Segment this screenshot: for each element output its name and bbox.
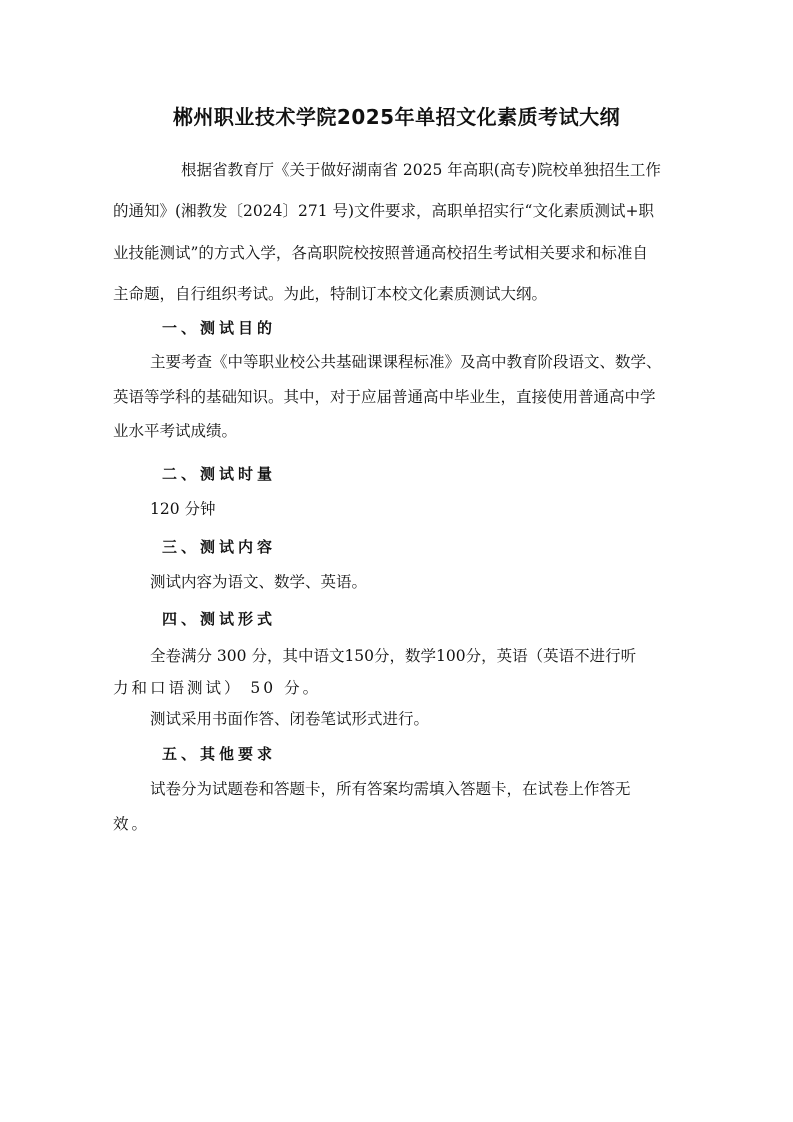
section-heading-other: 五、其他要求 (162, 745, 277, 763)
other-line-1: 试卷分为试题卷和答题卡，所有答案均需填入答题卡，在试卷上作答无 (150, 780, 631, 798)
document-title: 郴州职业技术学院2025年单招文化素质考试大纲 (172, 105, 621, 129)
intro-line-2: 的通知》(湘教发〔2024〕271 号)文件要求，高职单招实行“文化素质测试+职 (113, 202, 654, 220)
purpose-line-1: 主要考查《中等职业校公共基础课课程标准》及高中教育阶段语文、数学、 (150, 353, 662, 371)
intro-line-4: 主命题，自行组织考试。为此，特制订本校文化素质测试大纲。 (113, 285, 548, 303)
format-line-1: 全卷满分 300 分，其中语文150分，数学100分，英语（英语不进行听 (150, 647, 637, 665)
format-line-2: 力和口语测试） 50 分。 (113, 679, 322, 697)
other-line-2: 效。 (113, 815, 151, 833)
purpose-line-2: 英语等学科的基础知识。其中，对于应届普通高中毕业生，直接使用普通高中学 (113, 388, 656, 406)
duration-line-1: 120 分钟 (150, 500, 216, 518)
format-line-3: 测试采用书面作答、闭卷笔试形式进行。 (150, 710, 430, 728)
intro-line-3: 业技能测试”的方式入学，各高职院校按照普通高校招生考试相关要求和标准自 (113, 244, 648, 262)
section-heading-content: 三、测试内容 (162, 538, 277, 556)
section-heading-format: 四、测试形式 (162, 610, 277, 628)
section-heading-duration: 二、测试时量 (162, 465, 277, 483)
intro-line-1: 根据省教育厅《关于做好湖南省 2025 年高职(高专)院校单独招生工作 (181, 161, 661, 179)
section-heading-purpose: 一、测试目的 (162, 319, 277, 337)
content-line-1: 测试内容为语文、数学、英语。 (150, 573, 368, 591)
purpose-line-3: 业水平考试成绩。 (113, 422, 238, 440)
